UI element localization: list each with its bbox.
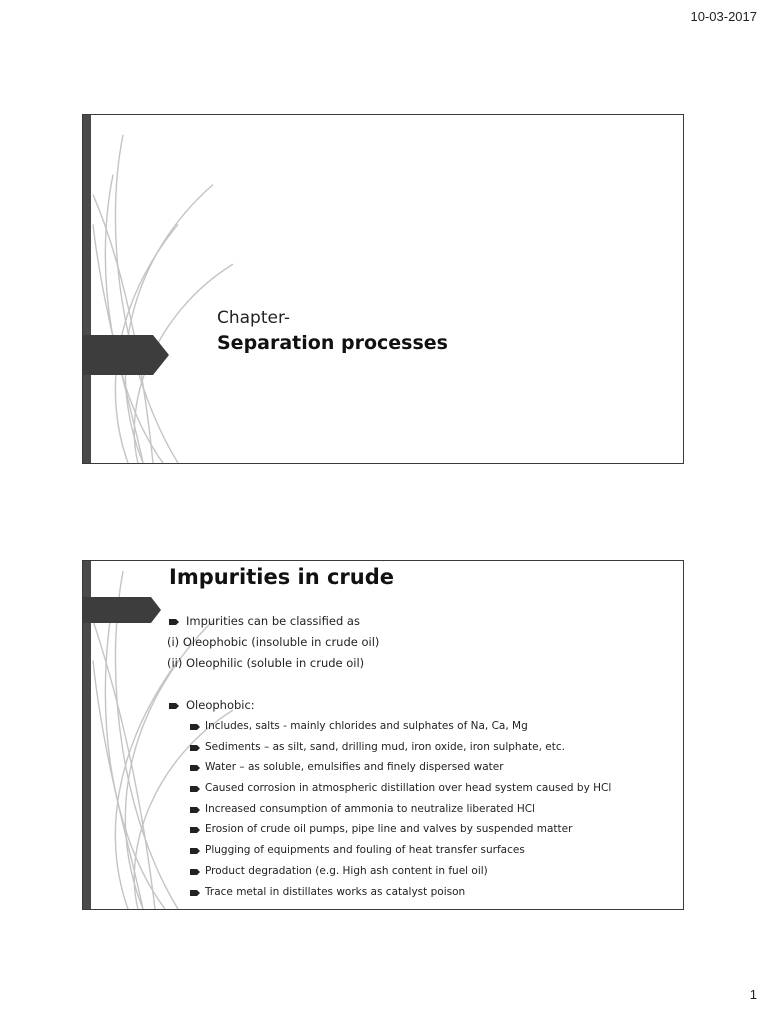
list-item-text: Includes, salts - mainly chlorides and sulphates of Na, Ca, Mg <box>205 720 528 732</box>
arrow-banner-icon <box>83 335 173 375</box>
list-item <box>167 611 675 632</box>
arrow-bullet-icon <box>190 847 201 855</box>
arrow-bullet-icon <box>190 806 201 814</box>
arrow-bullet-icon <box>190 764 201 772</box>
list-text <box>167 653 675 674</box>
list-item <box>167 757 675 778</box>
arrow-bullet-icon <box>190 826 201 834</box>
chapter-label: Chapter- <box>217 308 291 328</box>
list-item-text: Water – as soluble, emulsifies and finely dispersed water <box>205 761 504 774</box>
list-item <box>167 819 675 840</box>
list-item <box>167 861 675 882</box>
arrow-bullet-icon <box>169 702 180 710</box>
page-date: 10-03-2017 <box>690 9 757 24</box>
list-item-text: Caused corrosion in atmospheric distillation over head system caused by HCl <box>205 782 612 795</box>
list-item-text: Sediments – as silt, sand, drilling mud, iron oxide, iron sulphate, etc. <box>205 740 565 753</box>
list-item-text: Oleophobic: <box>186 698 255 712</box>
arrow-bullet-icon <box>190 889 201 897</box>
arrow-bullet-icon <box>169 618 180 626</box>
list-item <box>167 840 675 861</box>
list-item <box>167 882 675 903</box>
list-item-text: Product degradation (e.g. High ash content in fuel oil) <box>205 864 488 877</box>
list-item-text: (ii) Oleophilic (soluble in crude oil) <box>167 656 365 670</box>
page-number: 1 <box>749 987 757 1002</box>
list-text <box>167 632 675 653</box>
arrow-bullet-icon <box>190 785 201 793</box>
list-item-text: Erosion of crude oil pumps, pipe line and valves by suspended matter <box>205 823 573 836</box>
list-item-text: (i) Oleophobic (insoluble in crude oil) <box>167 635 380 649</box>
list-item-text: Plugging of equipments and fouling of heat transfer surfaces <box>205 844 525 857</box>
list-item <box>167 799 675 820</box>
spacer <box>167 674 675 695</box>
list-item <box>167 695 675 716</box>
arrow-bullet-icon <box>190 723 201 731</box>
slide-impurities <box>82 560 684 910</box>
slide-title <box>82 114 684 464</box>
list-item <box>167 716 675 737</box>
list-item-text: Trace metal in distillates works as catalyst poison <box>205 885 466 898</box>
list-item <box>167 778 675 799</box>
slide-heading: Impurities in crude <box>169 565 395 589</box>
arrow-bullet-icon <box>190 744 201 752</box>
decorative-curves <box>83 115 243 463</box>
slide-left-bar <box>83 115 91 463</box>
arrow-bullet-icon <box>190 868 201 876</box>
arrow-banner-icon <box>83 597 163 623</box>
list-item-text: Impurities can be classified as <box>186 614 360 628</box>
slide-title-text: Separation processes <box>217 332 448 354</box>
list-item-text: Increased consumption of ammonia to neutralize liberated HCl <box>205 802 535 815</box>
bullet-list <box>167 611 675 902</box>
list-item <box>167 737 675 758</box>
